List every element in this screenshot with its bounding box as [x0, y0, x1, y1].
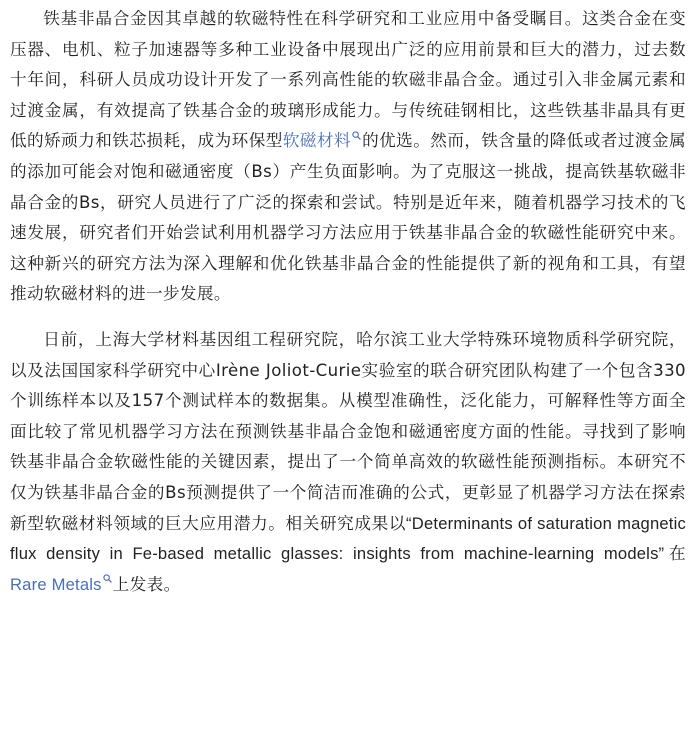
- keyword-link-soft-magnetic-materials[interactable]: [283, 131, 362, 150]
- paragraph-research: [10, 325, 686, 600]
- journal-link-label[interactable]: Rare Metals: [10, 574, 102, 594]
- search-icon[interactable]: [352, 131, 361, 140]
- paragraph-research-text-b: 在: [664, 544, 686, 564]
- search-icon[interactable]: [103, 574, 112, 583]
- paragraph-intro-text-a: 铁基非晶合金因其卓越的软磁特性在科学研究和工业应用中备受瞩目。这类合金在变压器、电机、粒子加速器等多种工业设备中展现出广泛的应用前景和巨大的潜力，过去数十年间，科研人员成功设计开发了一系列高性能的软磁非晶合金。通过引入非金属元素和过渡金属，有效提高了铁基合金的玻璃形成能力。与传统硅钢相比，这些铁基非晶具有更低的矫顽力和铁芯损耗，成为环保型: [10, 9, 686, 151]
- journal-link-rare-metals[interactable]: [10, 575, 113, 594]
- keyword-link-label[interactable]: 软磁材料: [282, 131, 352, 151]
- paragraph-intro-text-b: 的优选。然而，铁含量的降低或者过渡金属的添加可能会对饱和磁通密度（Bs）产生负面影响。为了克服这一挑战，提高铁基软磁非晶合金的Bs，研究人员进行了广泛的探索和尝试。特别是近年来，随着机器学习技术的飞速发展，研究者们开始尝试利用机器学习方法应用于铁基非晶合金的软磁性能研究中来。这种新兴的研究方法为深入理解和优化铁基非晶合金的性能提供了新的视角和工具，有望推动软磁材料的进一步发展。: [10, 131, 686, 304]
- paper-title-quote: “Determinants of saturation magnetic flux density in Fe-based metallic glasses: insights from machine-learning models”: [10, 513, 687, 564]
- paragraph-research-text-c: 上发表。: [112, 574, 181, 594]
- paragraph-intro: [10, 4, 686, 310]
- paragraph-research-text-a: 日前，上海大学材料基因组工程研究院，哈尔滨工业大学特殊环境物质科学研究院，以及法国国家科学研究中心Irène Joliot-Curie实验室的联合研究团队构建了一个包含330个训练样本以及157个测试样本的数据集。从模型准确性，泛化能力，可解释性等方面全面比较了常见机器学习方法在预测铁基非晶合金饱和磁通密度方面的性能。寻找到了影响铁基非晶合金软磁性能的关键因素，提出了一个简单高效的软磁性能预测指标。本研究不仅为铁基非晶合金的Bs预测提供了一个简洁而准确的公式，更彰显了机器学习方法在探索新型软磁材料领域的巨大应用潜力。相关研究成果以: [10, 329, 686, 533]
- article-body: [10, 4, 686, 615]
